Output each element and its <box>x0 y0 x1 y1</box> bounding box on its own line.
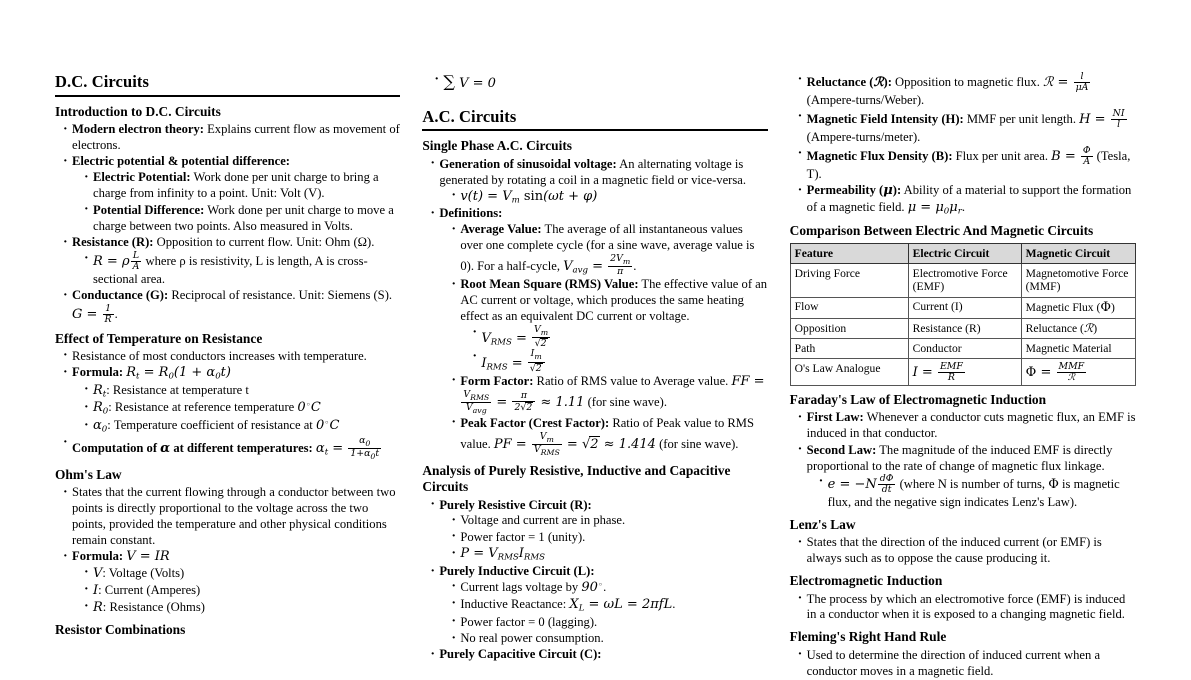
item-label: Computation of α at different temperatures: <box>72 440 313 456</box>
item-text: : Resistance at temperature t <box>106 382 249 397</box>
list-item: · e = −N $\frac{d\Phi}{dt}$ (where N is number of turns, Φ is magnetic flux, and the negative sign indicates Lenz's Law). <box>819 474 1136 511</box>
list-item <box>84 251 400 288</box>
list-item: · Permeability (μ): Ability of a material to support the formation of a magnetic field. $\mu = \mu_0\mu_r$. <box>798 183 1136 217</box>
heading-resistor-combinations: Resistor Combinations <box>55 622 186 638</box>
list-item <box>798 535 1136 567</box>
list-item <box>430 564 767 647</box>
sublist-ohm-terms <box>84 566 400 616</box>
column-header-electric: Electric Circuit <box>908 244 1021 264</box>
list-item <box>84 600 400 616</box>
list-item <box>451 615 767 631</box>
item-label: Generation of sinusoidal voltage: <box>439 156 617 171</box>
sublist-resistance-formula <box>84 251 400 288</box>
cell-magnetic <box>1021 359 1135 386</box>
list-item <box>63 549 400 616</box>
column-header-feature: Feature <box>790 244 908 264</box>
cell-feature: Driving Force <box>790 264 908 298</box>
cell-electric: Current (I) <box>908 297 1021 319</box>
list-item <box>434 72 767 93</box>
item-label: Purely Inductive Circuit (L): <box>439 564 595 578</box>
item-text: Work done per unit charge to move a charge between two points. Also measured in Volts. <box>93 202 394 233</box>
comparison-table <box>790 243 1136 386</box>
sublist-emf-equation <box>819 474 1136 511</box>
sublist-potential <box>84 170 400 234</box>
three-column-layout <box>55 71 1136 678</box>
table-row <box>790 264 1135 298</box>
formula-inductive-reactance: $X_L = \omega L = 2\pi fL$ <box>569 596 673 614</box>
list-item: · Conductance (G): Reciprocal of resistance. Unit: Siemens (S). G = $\frac{1}{R}$ . <box>63 288 400 325</box>
formula-alpha-t: $\alpha_t$ = $\frac{\alpha_0}{1+\alpha_0t}$ <box>315 434 380 461</box>
list-item <box>798 592 1136 624</box>
list-item: · Inductive Reactance: $X_L = \omega L = 2\pi fL$. <box>451 597 767 614</box>
item-label: Formula: <box>72 365 124 380</box>
column-header-magnetic: Magnetic Circuit <box>1021 244 1135 264</box>
item-text: An alternating voltage is generated by rotating a coil in a magnetic field or vice-versa. <box>439 156 746 187</box>
list-item <box>472 325 767 349</box>
item-label: Purely Capacitive Circuit (C): <box>439 647 602 662</box>
list-item <box>63 349 400 365</box>
symbol-alpha0: $\alpha_0$ <box>93 418 108 435</box>
list-item: · Current lags voltage by 90◦. <box>451 580 767 596</box>
table-row <box>790 297 1135 319</box>
item-label: Magnetic Flux Density (B): <box>806 148 953 163</box>
table-row <box>790 339 1135 359</box>
sublist-rms-formulas <box>472 325 767 373</box>
item-label: Reluctance (ℛ): <box>806 73 892 89</box>
sublist-inductive <box>451 580 767 647</box>
formula-vavg: $V_{avg}$ = $\frac{2V_m}{\pi}$ <box>563 253 631 278</box>
item-label: Root Mean Square (RMS) Value: <box>460 277 639 292</box>
item-text: Explains current flow as movement of electrons. <box>72 122 400 153</box>
item-text: : Resistance (Ohms) <box>102 599 205 614</box>
list-item <box>472 349 767 373</box>
formula-peak-factor: PF = $\frac{V_m}{V_{RMS}}$ = √2 ≈ 1.414 <box>493 430 656 457</box>
symbol-rt: $R_t$ <box>93 382 107 399</box>
list-item <box>451 277 767 373</box>
sublist-resistive <box>451 513 767 563</box>
item-label: Magnetic Field Intensity (H): <box>806 111 964 126</box>
item-label: Average Value: <box>460 222 542 237</box>
item-text: Opposition to current flow. Unit: Ohm (Ω). <box>153 235 375 250</box>
page-title-ac-circuits: A.C. Circuits <box>422 106 517 126</box>
item-label: Second Law: <box>806 442 877 457</box>
list-faradays-law <box>798 410 1136 511</box>
cell-feature: Path <box>790 339 908 359</box>
formula-rt: $R_t = R_0(1 + \alpha_0t)$ <box>126 365 231 382</box>
list-item <box>63 122 400 154</box>
heading-lenzs-law: Lenz's Law <box>789 516 856 532</box>
item-text: : Current (Amperes) <box>98 582 201 597</box>
symbol-i: I <box>93 582 99 598</box>
formula-flux-density: B = $\frac{\Phi}{A}$ <box>1051 145 1091 167</box>
list-item <box>430 157 767 206</box>
formula-conductance: G = $\frac{1}{R}$ <box>72 302 112 325</box>
sublist-sinusoid <box>451 189 767 206</box>
formula-sinusoidal-voltage: $v(t) = V_m$ sin(ωt + φ) <box>460 188 598 205</box>
cell-feature: O's Law Analogue <box>790 359 908 386</box>
item-text: No real power consumption. <box>460 631 604 646</box>
table-row <box>790 319 1135 339</box>
formula-form-factor: FF = $\frac{V_{RMS}}{V_{avg}}$ = $\frac{\pi}{2√2}$ ≈ 1.11 <box>463 373 765 416</box>
item-label: Electric Potential: <box>93 170 191 185</box>
list-item: · Magnetic Field Intensity (H): MMF per unit length. H = $\frac{NI}{l}$ (Ampere-turns/meter). <box>798 109 1136 146</box>
table-row <box>790 359 1135 386</box>
list-item <box>63 485 400 549</box>
symbol-r0: $R_0$ <box>93 400 109 417</box>
formula-hopkinson-law: Φ = $\frac{\text{MMF}}{\text{ℛ}}$ <box>1025 360 1085 383</box>
heading-temp-effect: Effect of Temperature on Resistance <box>55 330 263 346</box>
list-item: · $\alpha_0$: Temperature coefficient of resistance at 0◦C <box>84 418 400 435</box>
cell-electric: Resistance (R) <box>908 319 1021 339</box>
cell-electric: Conductor <box>908 339 1021 359</box>
sublist-definitions <box>451 222 767 457</box>
formula-power-resistive: $P = V_{RMS}I_{RMS}$ <box>460 546 546 563</box>
list-item <box>63 436 400 461</box>
list-single-phase-ac <box>430 157 767 457</box>
heading-flemings-right-hand-rule: Fleming's Right Hand Rule <box>789 629 947 645</box>
list-item <box>798 410 1136 442</box>
formula-reluctance: ℛ = $\frac{l}{\mu A}$ <box>1043 71 1089 93</box>
list-ohms-law <box>63 485 400 616</box>
symbol-zero-celsius: 0◦C <box>315 418 340 434</box>
cell-magnetic: Magnetic Flux (Φ) <box>1021 297 1135 319</box>
list-item <box>451 546 767 563</box>
symbol-90-degrees: 90◦ <box>581 579 604 595</box>
cell-feature: Opposition <box>790 319 908 339</box>
list-item <box>84 583 400 599</box>
page-title-dc-circuits: D.C. Circuits <box>55 72 150 91</box>
list-item <box>451 631 767 647</box>
title-rule <box>422 129 767 131</box>
list-item <box>84 383 400 400</box>
heading-rlc-analysis: Analysis of Purely Resistive, Inductive and Capacitive Circuits <box>422 462 731 495</box>
item-text: where ρ is resistivity, L is length, A is cross-sectional area. <box>93 253 368 286</box>
column-ac-circuits <box>422 72 767 664</box>
list-item: · Average Value: The average of all instantaneous values over one complete cycle (for a sine wave, average value is 0). For a half-cycle, $V_{avg}$ = $\frac{2V_m}{\pi}$ . <box>451 222 767 277</box>
list-item <box>798 443 1136 511</box>
list-magnetic-quantities <box>798 72 1136 217</box>
list-item <box>451 513 767 529</box>
item-text: Power factor = 1 (unity). <box>460 529 586 544</box>
item-text: The effective value of an AC current or voltage, which produces the same heating effect as an equivalent DC current or voltage. <box>460 277 768 324</box>
item-label: Potential Difference: <box>93 202 205 217</box>
list-item: · Peak Factor (Crest Factor): Ratio of Peak value to RMS value. PF = $\frac{V_m}{V_{RMS}}$ = √2 ≈ 1.414 (for sine wave). <box>451 416 767 457</box>
cell-electric <box>908 359 1021 386</box>
item-label: Electric potential & potential difference: <box>72 154 290 169</box>
cell-feature: Flow <box>790 297 908 319</box>
item-text: Used to determine the direction of induced current when a conductor moves in a magnetic field. <box>806 647 1101 678</box>
formula-permeability: $\mu = \mu_0\mu_r$ <box>907 199 962 216</box>
list-item: · Magnetic Flux Density (B): Flux per unit area. B = $\frac{\Phi}{A}$ (Tesla, T). <box>798 146 1136 183</box>
heading-electromagnetic-induction: Electromagnetic Induction <box>789 573 943 589</box>
formula-kvl: ∑ V = 0 <box>443 72 496 91</box>
list-item <box>430 206 767 457</box>
formula-vrms: $V_{RMS}$ = $\frac{V_m}{√2}$ <box>481 324 549 350</box>
item-text: States that the direction of the induced current (or EMF) is always such as to oppose the cause producing it. <box>806 535 1102 566</box>
item-text: Voltage and current are in phase. <box>460 513 626 528</box>
table-header-row <box>790 244 1135 264</box>
item-label: First Law: <box>806 410 864 425</box>
list-item: · Form Factor: Ratio of RMS value to Average value. FF = $\frac{V_{RMS}}{V_{avg}}$ = $\frac{\pi}{2√2}$ ≈ 1.11 (for sine wave). <box>451 374 767 416</box>
item-text: Resistance of most conductors increases with temperature. <box>72 348 367 363</box>
item-label: Definitions: <box>439 206 503 221</box>
formula-field-intensity: H = $\frac{NI}{l}$ <box>1079 108 1125 130</box>
list-item <box>63 365 400 435</box>
item-text: Work done per unit charge to bring a charge from infinity to a point. Unit: Volt (V). <box>93 170 379 201</box>
formula-ohms-law: V = IR <box>126 549 170 565</box>
formula-resistivity: R = ρ $\frac{L}{A}$ <box>93 250 140 272</box>
formula-irms: $I_{RMS}$ = $\frac{I_m}{√2}$ <box>481 356 545 371</box>
list-item <box>451 530 767 546</box>
list-item <box>451 189 767 206</box>
heading-single-phase-ac: Single Phase A.C. Circuits <box>422 138 572 154</box>
column-magnetic-circuits <box>790 72 1136 680</box>
item-label: Formula: <box>72 549 124 564</box>
item-label: Peak Factor (Crest Factor): <box>460 415 610 430</box>
symbol-zero-celsius: 0◦C <box>297 400 321 416</box>
list-item: · Reluctance (ℛ): Opposition to magnetic flux. ℛ = $\frac{l}{\mu A}$ (Ampere-turns/Weber). <box>798 72 1136 109</box>
item-label: Modern electron theory: <box>72 122 204 137</box>
title-rule <box>55 95 400 97</box>
list-item <box>798 648 1136 680</box>
list-kvl <box>434 72 767 93</box>
item-text: The magnitude of the induced EMF is directly proportional to the rate of change of magnetic flux linkage. <box>806 442 1113 473</box>
cell-electric: Electromotive Force (EMF) <box>908 264 1021 298</box>
heading-intro-dc: Introduction to D.C. Circuits <box>55 103 221 119</box>
heading-comparison-table: Comparison Between Electric And Magnetic Circuits <box>789 222 1094 238</box>
item-text: : Voltage (Volts) <box>102 565 185 580</box>
heading-faradays-law: Faraday's Law of Electromagnetic Induction <box>789 391 1047 407</box>
cell-magnetic: Magnetomotive Force (MMF) <box>1021 264 1135 298</box>
formula-induced-emf: e = −N $\frac{d\Phi}{dt}$ <box>827 473 894 496</box>
cell-magnetic: Reluctance (ℛ) <box>1021 319 1135 339</box>
cell-magnetic: Magnetic Material <box>1021 339 1135 359</box>
item-text: Whenever a conductor cuts magnetic flux, an EMF is induced in that conductor. <box>806 410 1136 441</box>
list-item <box>430 498 767 564</box>
heading-ohms-law: Ohm's Law <box>55 466 122 482</box>
column-dc-circuits <box>55 72 400 641</box>
list-item <box>84 203 400 235</box>
list-item <box>84 566 400 582</box>
list-flemings-rule <box>798 648 1136 680</box>
list-temp-effect <box>63 349 400 461</box>
list-rlc-analysis <box>430 498 767 664</box>
list-item: · $R_0$: Resistance at reference temperature 0◦C <box>84 400 400 417</box>
item-label: Purely Resistive Circuit (R): <box>439 497 592 512</box>
list-electromagnetic-induction <box>798 592 1136 624</box>
list-item <box>63 235 400 287</box>
list-item <box>63 154 400 234</box>
formula-ohm-analogue: I = $\frac{\text{EMF}}{R}$ <box>912 360 963 383</box>
item-label: Resistance (R): <box>72 235 154 250</box>
symbol-r: R <box>93 599 103 615</box>
list-intro-dc <box>63 122 400 324</box>
list-item <box>84 170 400 202</box>
item-label: Conductance (G): <box>72 288 169 303</box>
item-label: Permeability (μ): <box>806 183 902 199</box>
sublist-temp-terms <box>84 383 400 436</box>
item-label: Form Factor: <box>460 373 534 388</box>
item-text: The process by which an electromotive force (EMF) is induced in a conductor when it is exposed to a changing magnetic field. <box>806 591 1126 622</box>
item-text: Power factor = 0 (lagging). <box>460 614 598 629</box>
list-item <box>430 647 767 663</box>
list-lenzs-law <box>798 535 1136 567</box>
item-text: States that the current flowing through a conductor between two points is directly proportional to the voltage across the two points, provided the temperature and other physical conditions remain constant. <box>72 485 396 547</box>
symbol-v: V <box>93 565 103 581</box>
